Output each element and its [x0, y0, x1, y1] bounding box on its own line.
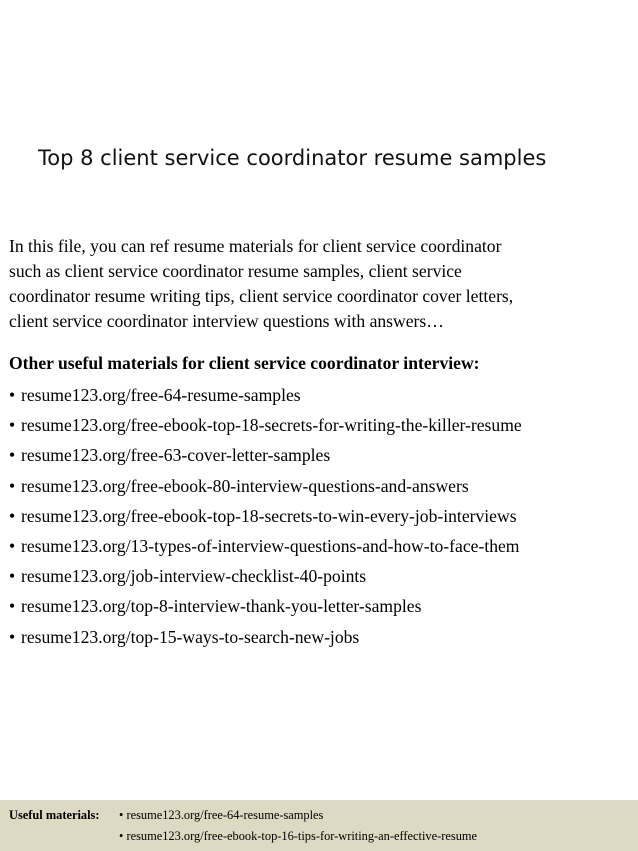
resource-link[interactable]: resume123.org/free-64-resume-samples [21, 385, 301, 405]
intro-line: coordinator resume writing tips, client service coordinator cover letters, [9, 286, 514, 306]
list-item [119, 805, 477, 826]
materials-link-list [9, 380, 522, 652]
list-item [9, 380, 522, 410]
list-item [9, 471, 522, 501]
bullet: • [9, 385, 16, 405]
resource-link[interactable]: resume123.org/top-8-interview-thank-you-letter-samples [21, 596, 422, 617]
footer-bar [0, 800, 638, 851]
materials-heading: Other useful materials for client service coordinator interview: [9, 353, 480, 373]
list-item [9, 501, 522, 531]
bullet: • [9, 445, 16, 466]
list-item [9, 440, 522, 470]
resource-link[interactable]: resume123.org/free-ebook-top-18-secrets-to-win-every-job-interviews [21, 505, 517, 526]
list-item [9, 410, 522, 440]
bullet: • [9, 536, 16, 557]
list-item [9, 622, 522, 652]
list-item [9, 531, 522, 561]
bullet: • [9, 505, 16, 526]
bullet: • [9, 475, 16, 496]
footer-link[interactable]: resume123.org/free-64-resume-samples [126, 808, 324, 822]
resource-link[interactable]: resume123.org/free-ebook-top-18-secrets-for-writing-the-killer-resume [21, 415, 522, 436]
resource-link[interactable]: resume123.org/free-ebook-80-interview-questions-and-answers [21, 475, 469, 496]
bullet: • [9, 596, 16, 617]
resource-link[interactable]: resume123.org/13-types-of-interview-questions-and-how-to-face-them [21, 536, 520, 557]
footer-label-text: Useful materials [9, 808, 96, 822]
footer-link[interactable]: resume123.org/free-ebook-top-16-tips-for-writing-an-effective-resume [126, 829, 478, 843]
list-item [119, 826, 477, 847]
intro-line: client service coordinator interview questions with answers… [9, 311, 444, 331]
footer-label [9, 805, 100, 826]
resource-link[interactable]: resume123.org/job-interview-checklist-40-points [21, 566, 367, 587]
list-item [9, 561, 522, 591]
resource-link[interactable]: resume123.org/top-15-ways-to-search-new-jobs [21, 626, 360, 647]
intro-paragraph [9, 234, 634, 334]
bullet: • [9, 566, 16, 587]
list-item [9, 591, 522, 621]
page-title: Top 8 client service coordinator resume samples [38, 146, 547, 170]
bullet: • [119, 829, 124, 843]
intro-line: such as client service coordinator resume samples, client service [9, 261, 462, 281]
resource-link[interactable]: resume123.org/free-63-cover-letter-samples [21, 445, 331, 466]
intro-line: In this file, you can ref resume materials for client service coordinator [9, 236, 502, 256]
bullet: • [9, 415, 16, 436]
bullet: • [119, 808, 124, 822]
footer-label-separator: : [95, 808, 100, 822]
footer-link-list [119, 805, 477, 847]
bullet: • [9, 626, 16, 647]
